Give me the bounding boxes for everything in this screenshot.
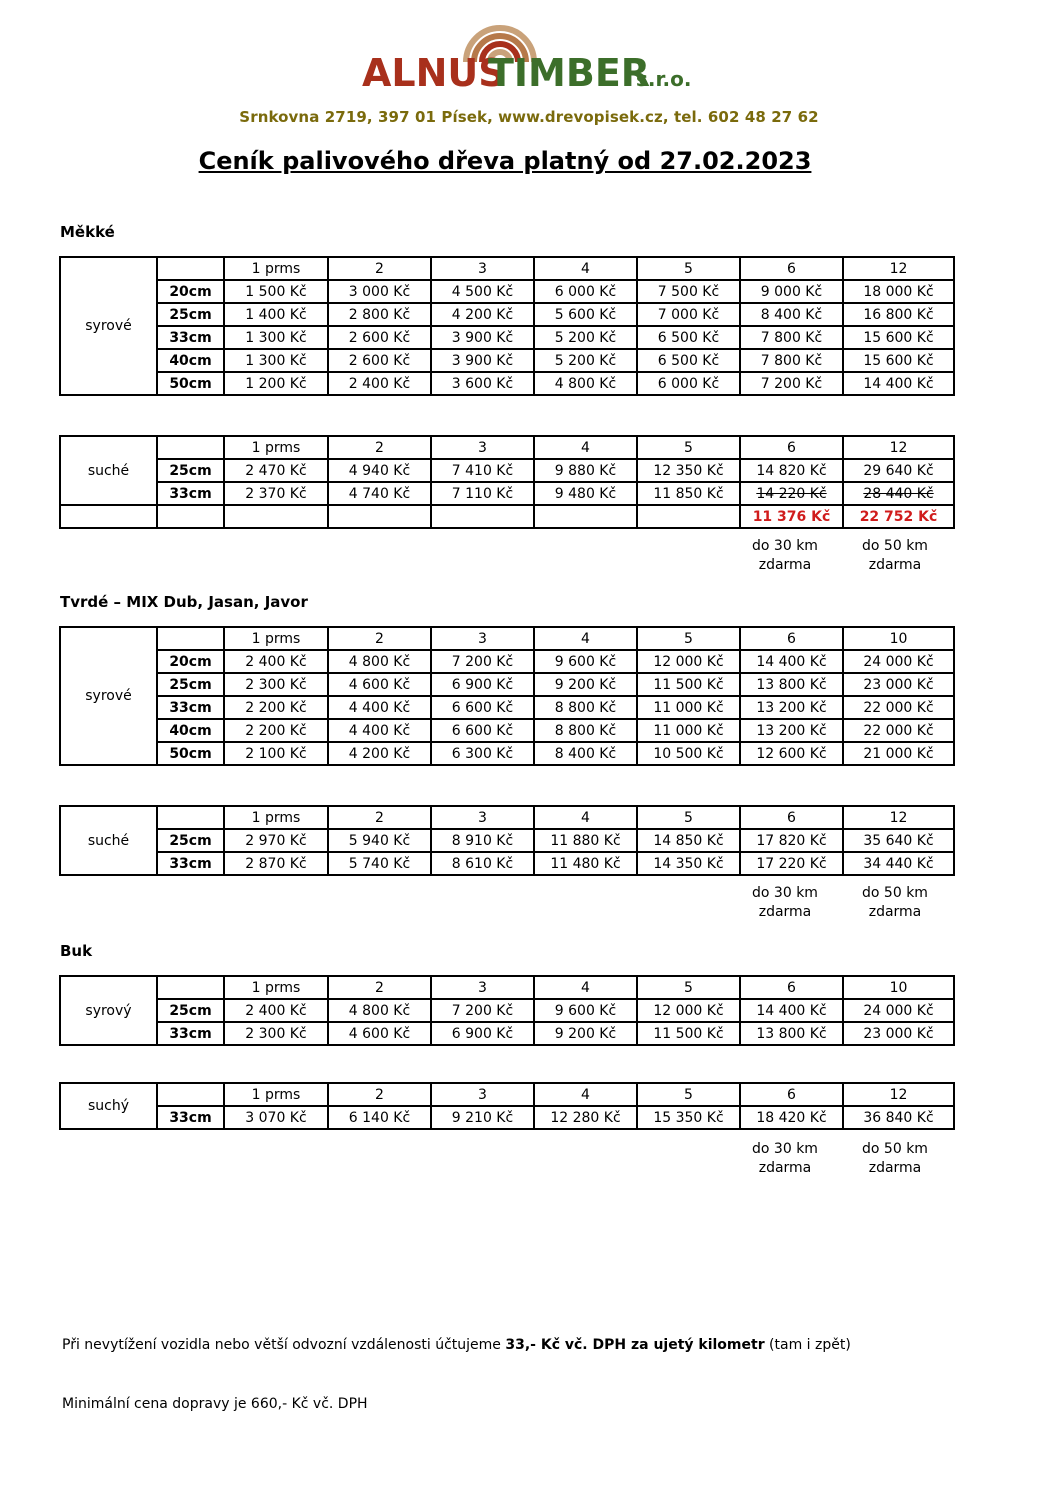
price-cell: 2 300 Kč [224, 1022, 328, 1045]
price-cell: 11 480 Kč [534, 852, 637, 875]
table-row [60, 742, 954, 765]
price-cell: 5 200 Kč [534, 349, 637, 372]
price-cell: 7 200 Kč [740, 372, 843, 395]
table-mekke-suche [59, 435, 955, 529]
column-header: 6 [740, 976, 843, 999]
note-30km-line1: do 30 km [752, 538, 818, 554]
price-cell: 2 400 Kč [224, 999, 328, 1022]
delivery-note-30km [730, 884, 840, 922]
table-header-row [60, 257, 954, 280]
log-length-cell: 33cm [157, 1022, 224, 1045]
column-header: 3 [431, 627, 534, 650]
section-title-tvrde: Tvrdé – MIX Dub, Jasan, Javor [60, 593, 308, 611]
price-cell: 34 440 Kč [843, 852, 954, 875]
note-50km-line2: zdarma [868, 904, 922, 920]
column-header: 5 [637, 257, 740, 280]
price-cell: 13 800 Kč [740, 673, 843, 696]
delivery-note-50km [840, 1140, 950, 1178]
log-length-cell: 33cm [157, 852, 224, 875]
price-cell: 3 600 Kč [431, 372, 534, 395]
price-cell: 22 000 Kč [843, 719, 954, 742]
table-row [60, 303, 954, 326]
note-30km-line1: do 30 km [752, 885, 818, 901]
price-cell: 6 900 Kč [431, 673, 534, 696]
logo-graphic [340, 20, 720, 100]
log-length-cell: 33cm [157, 326, 224, 349]
price-cell: 9 880 Kč [534, 459, 637, 482]
column-header: 4 [534, 627, 637, 650]
price-cell: 29 640 Kč [843, 459, 954, 482]
note-30km-line2: zdarma [758, 904, 812, 920]
price-cell: 4 400 Kč [328, 719, 431, 742]
note-50km-line1: do 50 km [862, 1141, 928, 1157]
wood-state-label: suché [60, 806, 157, 875]
column-header: 5 [637, 627, 740, 650]
wood-state-label: syrový [60, 976, 157, 1045]
table-row [60, 280, 954, 303]
logo-text-right: TIMBER [488, 51, 651, 95]
log-length-cell: 33cm [157, 696, 224, 719]
note-30km-line2: zdarma [758, 1160, 812, 1176]
price-cell: 5 600 Kč [534, 303, 637, 326]
price-cell: 9 480 Kč [534, 482, 637, 505]
price-cell: 24 000 Kč [843, 650, 954, 673]
price-cell: 4 940 Kč [328, 459, 431, 482]
price-cell: 9 200 Kč [534, 1022, 637, 1045]
price-cell: 2 400 Kč [328, 372, 431, 395]
price-cell: 2 600 Kč [328, 349, 431, 372]
price-cell: 18 420 Kč [740, 1106, 843, 1129]
price-cell: 6 600 Kč [431, 719, 534, 742]
table-row [60, 999, 954, 1022]
price-cell: 4 800 Kč [534, 372, 637, 395]
empty-cell [60, 505, 157, 528]
log-length-cell: 25cm [157, 673, 224, 696]
price-cell: 4 400 Kč [328, 696, 431, 719]
price-cell: 3 900 Kč [431, 326, 534, 349]
price-cell: 15 350 Kč [637, 1106, 740, 1129]
column-header: 3 [431, 976, 534, 999]
column-header: 10 [843, 627, 954, 650]
price-cell: 10 500 Kč [637, 742, 740, 765]
note-50km-line2: zdarma [868, 1160, 922, 1176]
table-row [60, 650, 954, 673]
empty-cell [637, 505, 740, 528]
table-row [60, 852, 954, 875]
column-header: 6 [740, 627, 843, 650]
price-cell: 18 000 Kč [843, 280, 954, 303]
price-cell: 12 280 Kč [534, 1106, 637, 1129]
column-header: 1 prms [224, 806, 328, 829]
price-cell: 4 740 Kč [328, 482, 431, 505]
price-cell: 1 300 Kč [224, 349, 328, 372]
column-header: 3 [431, 436, 534, 459]
column-header: 6 [740, 1083, 843, 1106]
price-cell: 4 600 Kč [328, 1022, 431, 1045]
price-cell: 23 000 Kč [843, 1022, 954, 1045]
column-header: 3 [431, 1083, 534, 1106]
column-header: 5 [637, 1083, 740, 1106]
price-cell: 11 880 Kč [534, 829, 637, 852]
price-cell: 4 200 Kč [328, 742, 431, 765]
column-header: 12 [843, 806, 954, 829]
price-cell: 8 800 Kč [534, 696, 637, 719]
price-cell: 6 140 Kč [328, 1106, 431, 1129]
log-length-cell: 50cm [157, 372, 224, 395]
price-cell: 14 850 Kč [637, 829, 740, 852]
log-length-cell: 50cm [157, 742, 224, 765]
column-header: 6 [740, 806, 843, 829]
column-header: 2 [328, 806, 431, 829]
price-cell: 7 200 Kč [431, 999, 534, 1022]
price-cell: 2 200 Kč [224, 719, 328, 742]
column-header: 3 [431, 257, 534, 280]
column-header: 1 prms [224, 627, 328, 650]
header-blank-cell [157, 1083, 224, 1106]
footer-text: Při nevytížení vozidla nebo větší odvozní vzdálenosti účtujeme [62, 1337, 506, 1353]
logo-text-left: ALNUS [362, 51, 506, 95]
price-cell: 7 800 Kč [740, 349, 843, 372]
column-header: 6 [740, 436, 843, 459]
table-row [60, 696, 954, 719]
note-50km-line1: do 50 km [862, 885, 928, 901]
log-length-cell: 33cm [157, 1106, 224, 1129]
price-cell: 6 900 Kč [431, 1022, 534, 1045]
price-cell: 14 400 Kč [740, 999, 843, 1022]
price-cell: 13 200 Kč [740, 719, 843, 742]
company-logo [340, 20, 720, 100]
price-cell: 8 910 Kč [431, 829, 534, 852]
price-cell: 2 100 Kč [224, 742, 328, 765]
column-header: 2 [328, 976, 431, 999]
column-header: 5 [637, 806, 740, 829]
table-header-row [60, 627, 954, 650]
log-length-cell: 25cm [157, 303, 224, 326]
price-cell: 17 820 Kč [740, 829, 843, 852]
table-header-row [60, 806, 954, 829]
price-cell: 9 600 Kč [534, 650, 637, 673]
log-length-cell: 20cm [157, 650, 224, 673]
header-blank-cell [157, 257, 224, 280]
delivery-note-50km [840, 537, 950, 575]
section-title-buk: Buk [60, 942, 93, 960]
delivery-note-30km [730, 1140, 840, 1178]
column-header: 4 [534, 436, 637, 459]
price-cell: 2 600 Kč [328, 326, 431, 349]
price-cell: 6 300 Kč [431, 742, 534, 765]
delivery-note-30km [730, 537, 840, 575]
price-cell: 15 600 Kč [843, 326, 954, 349]
price-cell: 2 800 Kč [328, 303, 431, 326]
price-cell: 7 200 Kč [431, 650, 534, 673]
footer-text: (tam i zpět) [764, 1337, 851, 1353]
column-header: 12 [843, 1083, 954, 1106]
column-header: 4 [534, 257, 637, 280]
price-cell: 23 000 Kč [843, 673, 954, 696]
price-cell: 8 400 Kč [534, 742, 637, 765]
price-cell: 8 400 Kč [740, 303, 843, 326]
table-buk-suchy [59, 1082, 955, 1130]
wood-state-label: syrové [60, 257, 157, 395]
table-row [60, 482, 954, 505]
price-cell: 28 440 Kč [843, 482, 954, 505]
price-cell: 7 500 Kč [637, 280, 740, 303]
price-cell: 6 500 Kč [637, 326, 740, 349]
table-row [60, 719, 954, 742]
price-cell: 5 940 Kč [328, 829, 431, 852]
column-header: 5 [637, 976, 740, 999]
promo-price-row [60, 505, 954, 528]
header-blank-cell [157, 976, 224, 999]
column-header: 5 [637, 436, 740, 459]
table-row [60, 459, 954, 482]
promo-price-cell: 22 752 Kč [843, 505, 954, 528]
price-cell: 14 400 Kč [740, 650, 843, 673]
empty-cell [431, 505, 534, 528]
price-cell: 11 000 Kč [637, 696, 740, 719]
header-blank-cell [157, 627, 224, 650]
price-cell: 11 000 Kč [637, 719, 740, 742]
price-cell: 2 470 Kč [224, 459, 328, 482]
price-cell: 3 000 Kč [328, 280, 431, 303]
column-header: 1 prms [224, 436, 328, 459]
company-address-line: Srnkovna 2719, 397 01 Písek, www.drevopisek.cz, tel. 602 48 27 62 [239, 108, 819, 126]
table-tvrde-suche [59, 805, 955, 876]
empty-cell [328, 505, 431, 528]
price-cell: 9 600 Kč [534, 999, 637, 1022]
wood-state-label: suché [60, 436, 157, 505]
column-header: 1 prms [224, 976, 328, 999]
footer-text-bold: 33,- Kč vč. DPH za ujetý kilometr [505, 1337, 765, 1353]
price-cell: 2 400 Kč [224, 650, 328, 673]
price-cell: 11 850 Kč [637, 482, 740, 505]
price-cell: 1 500 Kč [224, 280, 328, 303]
price-cell: 13 800 Kč [740, 1022, 843, 1045]
column-header: 12 [843, 436, 954, 459]
price-cell: 7 410 Kč [431, 459, 534, 482]
header-blank-cell [157, 436, 224, 459]
table-header-row [60, 1083, 954, 1106]
price-cell: 3 070 Kč [224, 1106, 328, 1129]
note-50km-line2: zdarma [868, 557, 922, 573]
price-cell: 6 500 Kč [637, 349, 740, 372]
table-tvrde-syrove [59, 626, 955, 766]
price-cell: 24 000 Kč [843, 999, 954, 1022]
table-row [60, 1106, 954, 1129]
price-cell: 16 800 Kč [843, 303, 954, 326]
price-cell: 17 220 Kč [740, 852, 843, 875]
column-header: 4 [534, 1083, 637, 1106]
page-title: Ceník palivového dřeva platný od 27.02.2023 [198, 147, 812, 175]
log-length-cell: 25cm [157, 999, 224, 1022]
price-cell: 36 840 Kč [843, 1106, 954, 1129]
table-header-row [60, 976, 954, 999]
price-cell: 9 000 Kč [740, 280, 843, 303]
note-30km-line1: do 30 km [752, 1141, 818, 1157]
wood-state-label: suchý [60, 1083, 157, 1129]
log-length-cell: 25cm [157, 459, 224, 482]
log-length-cell: 33cm [157, 482, 224, 505]
empty-cell [157, 505, 224, 528]
price-cell: 4 800 Kč [328, 650, 431, 673]
wood-state-label: syrové [60, 627, 157, 765]
price-cell: 12 600 Kč [740, 742, 843, 765]
price-cell: 3 900 Kč [431, 349, 534, 372]
price-cell: 1 200 Kč [224, 372, 328, 395]
table-header-row [60, 436, 954, 459]
table-mekke-syrove [59, 256, 955, 396]
price-cell: 4 800 Kč [328, 999, 431, 1022]
price-cell: 15 600 Kč [843, 349, 954, 372]
note-50km-line1: do 50 km [862, 538, 928, 554]
price-cell: 2 970 Kč [224, 829, 328, 852]
table-row [60, 829, 954, 852]
price-cell: 6 600 Kč [431, 696, 534, 719]
price-cell: 22 000 Kč [843, 696, 954, 719]
price-cell: 14 350 Kč [637, 852, 740, 875]
price-cell: 5 740 Kč [328, 852, 431, 875]
log-length-cell: 40cm [157, 349, 224, 372]
price-cell: 8 800 Kč [534, 719, 637, 742]
price-cell: 5 200 Kč [534, 326, 637, 349]
price-cell: 2 870 Kč [224, 852, 328, 875]
table-row [60, 372, 954, 395]
column-header: 4 [534, 976, 637, 999]
price-cell: 8 610 Kč [431, 852, 534, 875]
price-cell: 2 300 Kč [224, 673, 328, 696]
delivery-note-50km [840, 884, 950, 922]
price-cell: 13 200 Kč [740, 696, 843, 719]
header-blank-cell [157, 806, 224, 829]
price-cell: 4 600 Kč [328, 673, 431, 696]
price-cell: 12 350 Kč [637, 459, 740, 482]
price-cell: 4 200 Kč [431, 303, 534, 326]
price-cell: 9 210 Kč [431, 1106, 534, 1129]
table-row [60, 349, 954, 372]
column-header: 6 [740, 257, 843, 280]
price-cell: 7 110 Kč [431, 482, 534, 505]
table-row [60, 1022, 954, 1045]
price-cell: 12 000 Kč [637, 650, 740, 673]
price-cell: 7 000 Kč [637, 303, 740, 326]
price-cell: 21 000 Kč [843, 742, 954, 765]
price-cell: 35 640 Kč [843, 829, 954, 852]
price-cell: 11 500 Kč [637, 673, 740, 696]
table-row [60, 326, 954, 349]
column-header: 3 [431, 806, 534, 829]
price-cell: 9 200 Kč [534, 673, 637, 696]
price-cell: 11 500 Kč [637, 1022, 740, 1045]
price-cell: 12 000 Kč [637, 999, 740, 1022]
table-buk-syrovy [59, 975, 955, 1046]
price-cell: 1 300 Kč [224, 326, 328, 349]
price-cell: 7 800 Kč [740, 326, 843, 349]
section-title-mekke: Měkké [60, 223, 115, 241]
logo-suffix: s.r.o. [636, 67, 692, 91]
column-header: 4 [534, 806, 637, 829]
column-header: 2 [328, 257, 431, 280]
footer-minimum-price: Minimální cena dopravy je 660,- Kč vč. DPH [62, 1396, 368, 1412]
note-30km-line2: zdarma [758, 557, 812, 573]
empty-cell [534, 505, 637, 528]
column-header: 1 prms [224, 1083, 328, 1106]
column-header: 10 [843, 976, 954, 999]
price-cell: 6 000 Kč [534, 280, 637, 303]
log-length-cell: 40cm [157, 719, 224, 742]
price-cell: 14 220 Kč [740, 482, 843, 505]
price-cell: 1 400 Kč [224, 303, 328, 326]
log-length-cell: 20cm [157, 280, 224, 303]
price-cell: 6 000 Kč [637, 372, 740, 395]
column-header: 2 [328, 1083, 431, 1106]
column-header: 2 [328, 627, 431, 650]
price-cell: 2 200 Kč [224, 696, 328, 719]
empty-cell [224, 505, 328, 528]
promo-price-cell: 11 376 Kč [740, 505, 843, 528]
column-header: 1 prms [224, 257, 328, 280]
table-row [60, 673, 954, 696]
column-header: 12 [843, 257, 954, 280]
price-cell: 4 500 Kč [431, 280, 534, 303]
footer-transport-note [62, 1337, 851, 1353]
column-header: 2 [328, 436, 431, 459]
price-cell: 2 370 Kč [224, 482, 328, 505]
log-length-cell: 25cm [157, 829, 224, 852]
price-cell: 14 400 Kč [843, 372, 954, 395]
price-cell: 14 820 Kč [740, 459, 843, 482]
